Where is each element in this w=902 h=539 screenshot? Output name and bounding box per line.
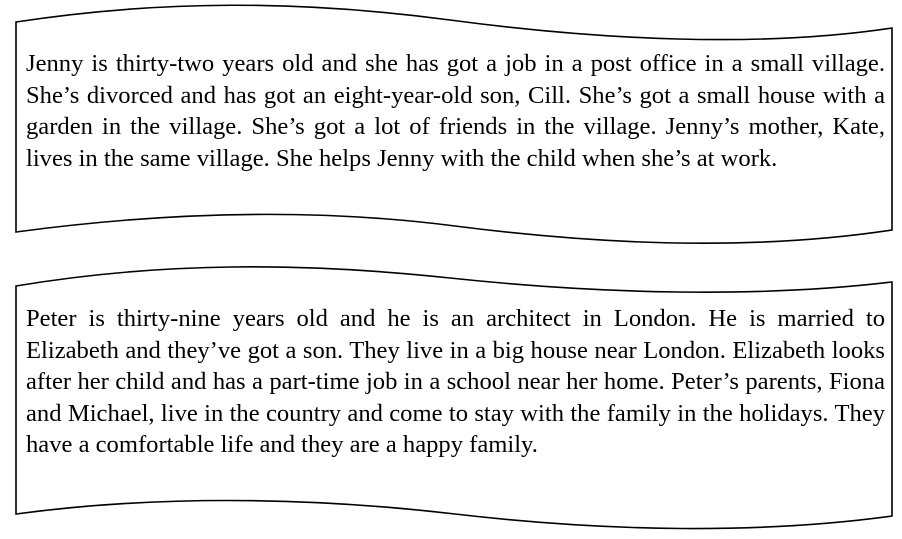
- banner-jenny: [0, 0, 902, 250]
- banner-paragraph: Jenny is thirty-two years old and she has got a job in a post office in a small village. She’s divorced and has got an eight-year-old son, Cill. She’s got a small house with a garden in the village. She’s got a lot of friends in the village. Jenny’s mother, Kate, lives in the same village. She helps Jenny with the child when she’s at work.: [26, 50, 885, 172]
- banner-paragraph: Peter is thirty-nine years old and he is an architect in London. He is married to Elizabeth and they’ve got a son. They live in a big house near London. Elizabeth looks after her child and has a part-time job in a school near her home. Peter’s parents, Fiona and Michael, live in the country and come to stay with the family in the holidays. They have a comfortable life and they are a happy family.: [26, 305, 885, 458]
- banner-peter: [0, 258, 902, 539]
